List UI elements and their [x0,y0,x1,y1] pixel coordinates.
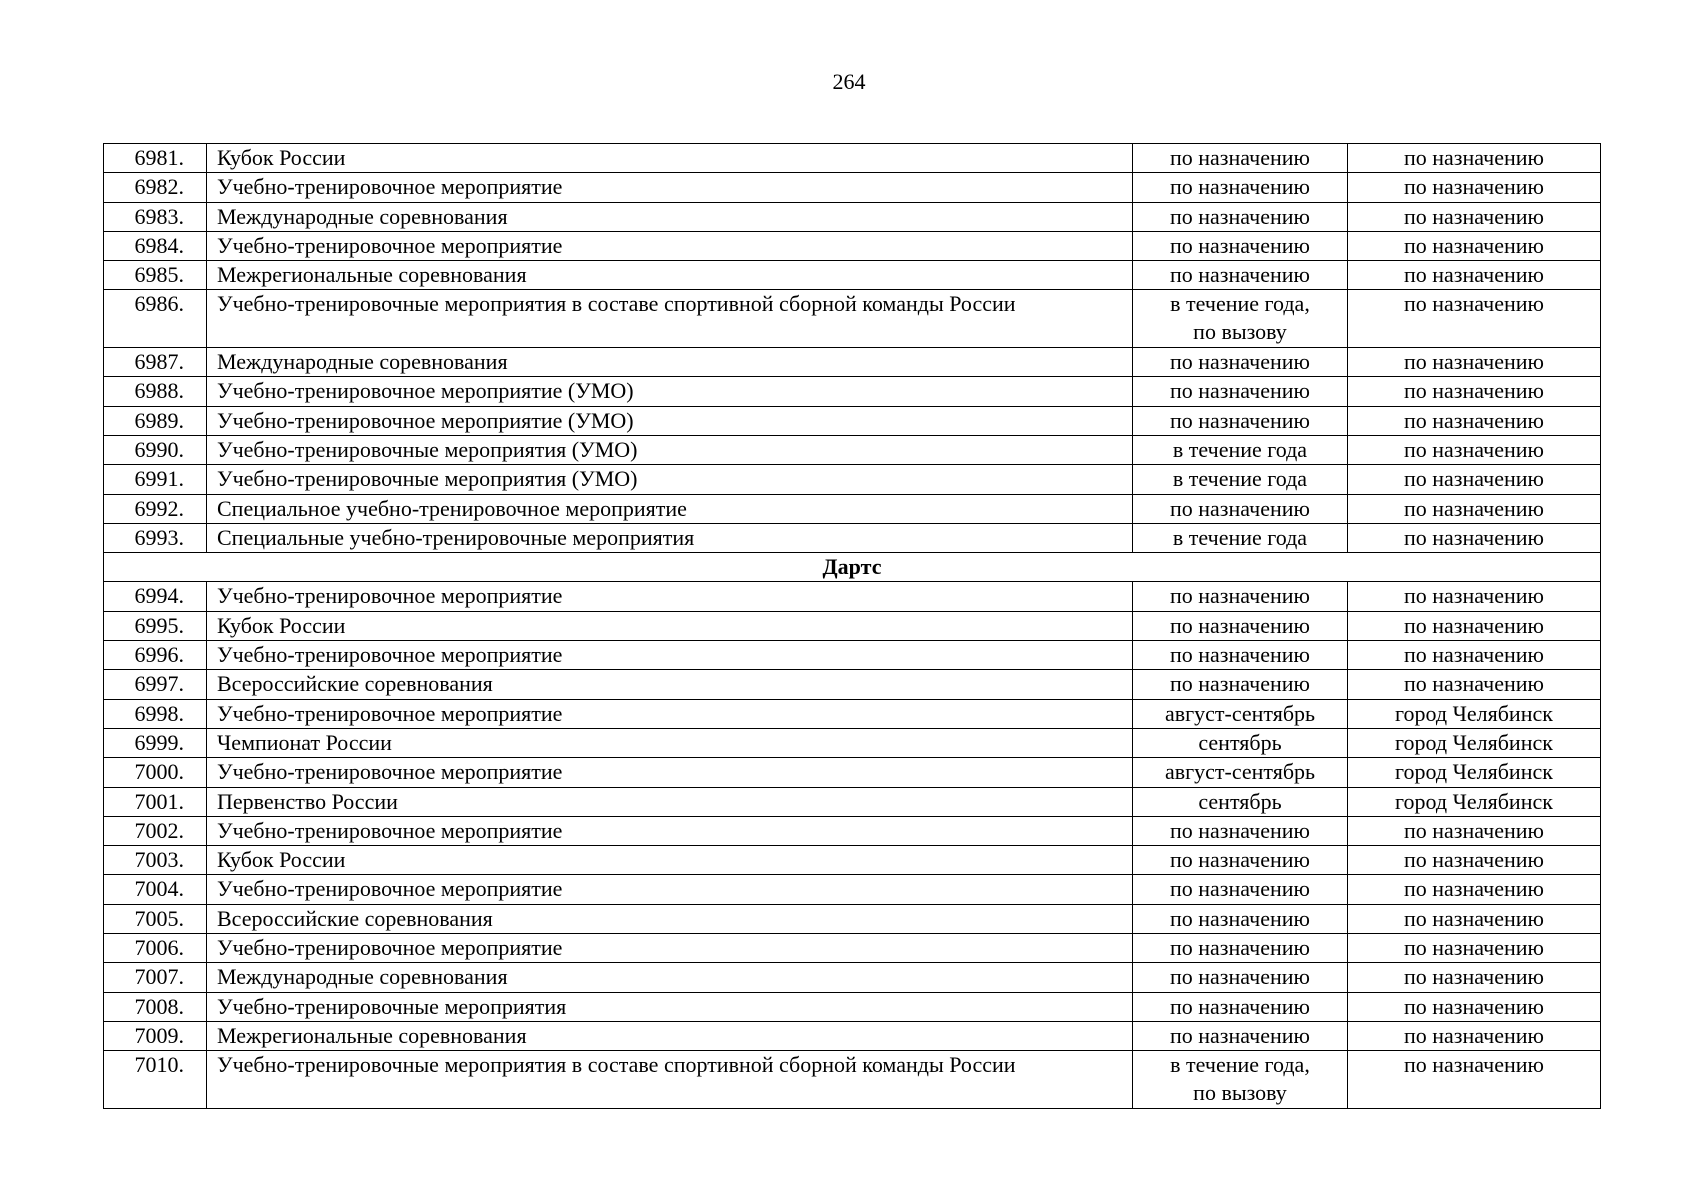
row-number: 7005. [104,904,207,933]
event-timing-line: по назначению [1170,612,1310,638]
event-timing [1133,787,1348,816]
table-row [104,465,1601,494]
event-timing [1133,728,1348,757]
event-location: по назначению [1348,202,1601,231]
table-row [104,1021,1601,1050]
event-timing [1133,934,1348,963]
event-name: Учебно-тренировочные мероприятия (УМО) [207,465,1133,494]
event-timing-line: по назначению [1170,145,1310,170]
event-name: Учебно-тренировочное мероприятие [207,582,1133,611]
table-row [104,611,1601,640]
event-location: по назначению [1348,144,1601,173]
event-location: по назначению [1348,992,1601,1021]
row-number: 7002. [104,816,207,845]
event-name: Чемпионат России [207,728,1133,757]
event-timing [1133,846,1348,875]
table-row [104,728,1601,757]
event-name: Учебно-тренировочное мероприятие [207,699,1133,728]
table-row [104,348,1601,377]
event-location: по назначению [1348,875,1601,904]
event-name: Учебно-тренировочное мероприятие (УМО) [207,377,1133,406]
row-number: 7003. [104,846,207,875]
row-number: 6987. [104,348,207,377]
row-number: 7010. [104,1051,207,1109]
event-location: по назначению [1348,348,1601,377]
section-title: Дартс [104,553,1601,582]
event-timing [1133,758,1348,787]
events-table [103,143,1601,1109]
row-number: 6985. [104,261,207,290]
event-name: Учебно-тренировочное мероприятие [207,641,1133,670]
table-row [104,699,1601,728]
row-number: 6995. [104,611,207,640]
event-name: Учебно-тренировочное мероприятие (УМО) [207,406,1133,435]
event-name: Кубок России [207,611,1133,640]
section-header-row [104,553,1601,582]
row-number: 7007. [104,963,207,992]
event-timing [1133,816,1348,845]
event-timing-line: август-сентябрь [1164,700,1316,726]
row-number: 6996. [104,641,207,670]
event-timing-line: в течение года [1172,524,1308,550]
event-timing-line: по вызову [1193,1080,1287,1106]
event-timing [1133,290,1348,348]
row-number: 6998. [104,699,207,728]
event-name: Первенство России [207,787,1133,816]
event-location: по назначению [1348,934,1601,963]
event-timing [1133,377,1348,406]
event-name: Кубок России [207,846,1133,875]
row-number: 6992. [104,494,207,523]
event-location: по назначению [1348,670,1601,699]
table-row [104,670,1601,699]
table-row [104,904,1601,933]
event-location: по назначению [1348,816,1601,845]
table-row [104,290,1601,348]
table-row [104,963,1601,992]
event-timing [1133,465,1348,494]
table-row [104,992,1601,1021]
event-timing-line: по назначению [1170,349,1310,375]
event-location: город Челябинск [1348,787,1601,816]
event-location: по назначению [1348,435,1601,464]
event-timing [1133,992,1348,1021]
event-location: по назначению [1348,494,1601,523]
table-row [104,875,1601,904]
event-name: Международные соревнования [207,348,1133,377]
table-row [104,202,1601,231]
event-name: Учебно-тренировочные мероприятия [207,992,1133,1021]
table-row [104,231,1601,260]
table-row [104,846,1601,875]
event-timing-line: по назначению [1170,905,1310,931]
event-timing-line: по назначению [1170,876,1310,902]
row-number: 7009. [104,1021,207,1050]
event-timing [1133,582,1348,611]
event-timing-line: по вызову [1193,319,1287,345]
event-location: по назначению [1348,846,1601,875]
row-number: 7008. [104,992,207,1021]
event-name: Всероссийские соревнования [207,670,1133,699]
event-timing [1133,494,1348,523]
table-row [104,144,1601,173]
event-location: город Челябинск [1348,728,1601,757]
event-name: Учебно-тренировочное мероприятие [207,816,1133,845]
event-location: по назначению [1348,582,1601,611]
row-number: 6994. [104,582,207,611]
event-timing [1133,202,1348,231]
event-timing-line: по назначению [1170,203,1310,229]
event-timing-line: в течение года, [1170,1052,1310,1078]
event-timing [1133,611,1348,640]
event-name: Международные соревнования [207,202,1133,231]
event-name: Учебно-тренировочные мероприятия в составе спортивной сборной команды России [207,1051,1133,1109]
event-timing-line: по назначению [1170,232,1310,258]
event-name: Специальные учебно-тренировочные мероприятия [207,523,1133,552]
event-timing [1133,875,1348,904]
event-timing [1133,904,1348,933]
event-timing-line: по назначению [1170,671,1310,697]
event-timing-line: сентябрь [1198,788,1282,814]
event-timing-line: по назначению [1170,495,1310,521]
event-location: по назначению [1348,377,1601,406]
event-location: город Челябинск [1348,758,1601,787]
event-timing [1133,173,1348,202]
event-location: по назначению [1348,523,1601,552]
event-location: по назначению [1348,904,1601,933]
event-timing [1133,406,1348,435]
table-row [104,494,1601,523]
event-name: Кубок России [207,144,1133,173]
event-timing-line: сентябрь [1198,729,1282,755]
event-timing-line: в течение года [1172,466,1308,492]
event-name: Учебно-тренировочное мероприятие [207,934,1133,963]
event-location: по назначению [1348,1051,1601,1109]
event-timing-line: по назначению [1170,964,1310,990]
event-timing-line: по назначению [1170,407,1310,433]
event-timing-line: по назначению [1170,642,1310,668]
row-number: 6990. [104,435,207,464]
row-number: 7001. [104,787,207,816]
event-timing-line: по назначению [1170,262,1310,288]
event-name: Учебно-тренировочное мероприятие [207,173,1133,202]
row-number: 6981. [104,144,207,173]
event-timing [1133,1051,1348,1109]
event-timing-line: по назначению [1170,174,1310,200]
table-row [104,816,1601,845]
event-location: по назначению [1348,290,1601,348]
table-row [104,261,1601,290]
table-row [104,934,1601,963]
table-row [104,787,1601,816]
row-number: 6984. [104,231,207,260]
row-number: 7004. [104,875,207,904]
row-number: 6999. [104,728,207,757]
event-name: Учебно-тренировочное мероприятие [207,758,1133,787]
event-location: по назначению [1348,231,1601,260]
event-timing [1133,523,1348,552]
row-number: 6988. [104,377,207,406]
event-name: Межрегиональные соревнования [207,261,1133,290]
row-number: 6982. [104,173,207,202]
event-location: по назначению [1348,963,1601,992]
event-timing [1133,699,1348,728]
row-number: 6986. [104,290,207,348]
event-timing [1133,231,1348,260]
row-number: 7006. [104,934,207,963]
table-row [104,435,1601,464]
event-timing-line: август-сентябрь [1164,759,1316,785]
row-number: 6989. [104,406,207,435]
event-location: по назначению [1348,261,1601,290]
event-location: по назначению [1348,465,1601,494]
event-location: по назначению [1348,406,1601,435]
event-name: Учебно-тренировочное мероприятие [207,231,1133,260]
event-timing-line: по назначению [1170,378,1310,404]
table-row [104,582,1601,611]
page-number: 264 [832,69,866,94]
event-name: Учебно-тренировочное мероприятие [207,875,1133,904]
event-timing-line: по назначению [1170,583,1310,609]
row-number: 6997. [104,670,207,699]
event-location: город Челябинск [1348,699,1601,728]
event-timing [1133,144,1348,173]
table-row [104,377,1601,406]
event-timing-line: по назначению [1170,817,1310,843]
event-timing-line: в течение года, [1170,291,1310,317]
table-row [104,173,1601,202]
row-number: 6983. [104,202,207,231]
event-location: по назначению [1348,173,1601,202]
event-location: по назначению [1348,1021,1601,1050]
event-timing-line: по назначению [1170,1022,1310,1048]
event-location: по назначению [1348,611,1601,640]
row-number: 6993. [104,523,207,552]
row-number: 6991. [104,465,207,494]
event-name: Всероссийские соревнования [207,904,1133,933]
event-name: Специальное учебно-тренировочное мероприятие [207,494,1133,523]
event-location: по назначению [1348,641,1601,670]
event-name: Учебно-тренировочные мероприятия (УМО) [207,435,1133,464]
table-row [104,1051,1601,1109]
event-timing [1133,670,1348,699]
row-number: 7000. [104,758,207,787]
event-timing-line: в течение года [1172,436,1308,462]
event-name: Международные соревнования [207,963,1133,992]
event-timing-line: по назначению [1170,993,1310,1019]
event-timing [1133,348,1348,377]
events-table-body [104,144,1601,1109]
event-timing-line: по назначению [1170,847,1310,873]
table-row [104,758,1601,787]
event-timing [1133,435,1348,464]
event-name: Межрегиональные соревнования [207,1021,1133,1050]
event-timing [1133,963,1348,992]
table-row [104,523,1601,552]
event-timing [1133,641,1348,670]
table-row [104,641,1601,670]
event-timing-line: по назначению [1170,935,1310,961]
event-name: Учебно-тренировочные мероприятия в составе спортивной сборной команды России [207,290,1133,348]
event-timing [1133,261,1348,290]
table-row [104,406,1601,435]
event-timing [1133,1021,1348,1050]
